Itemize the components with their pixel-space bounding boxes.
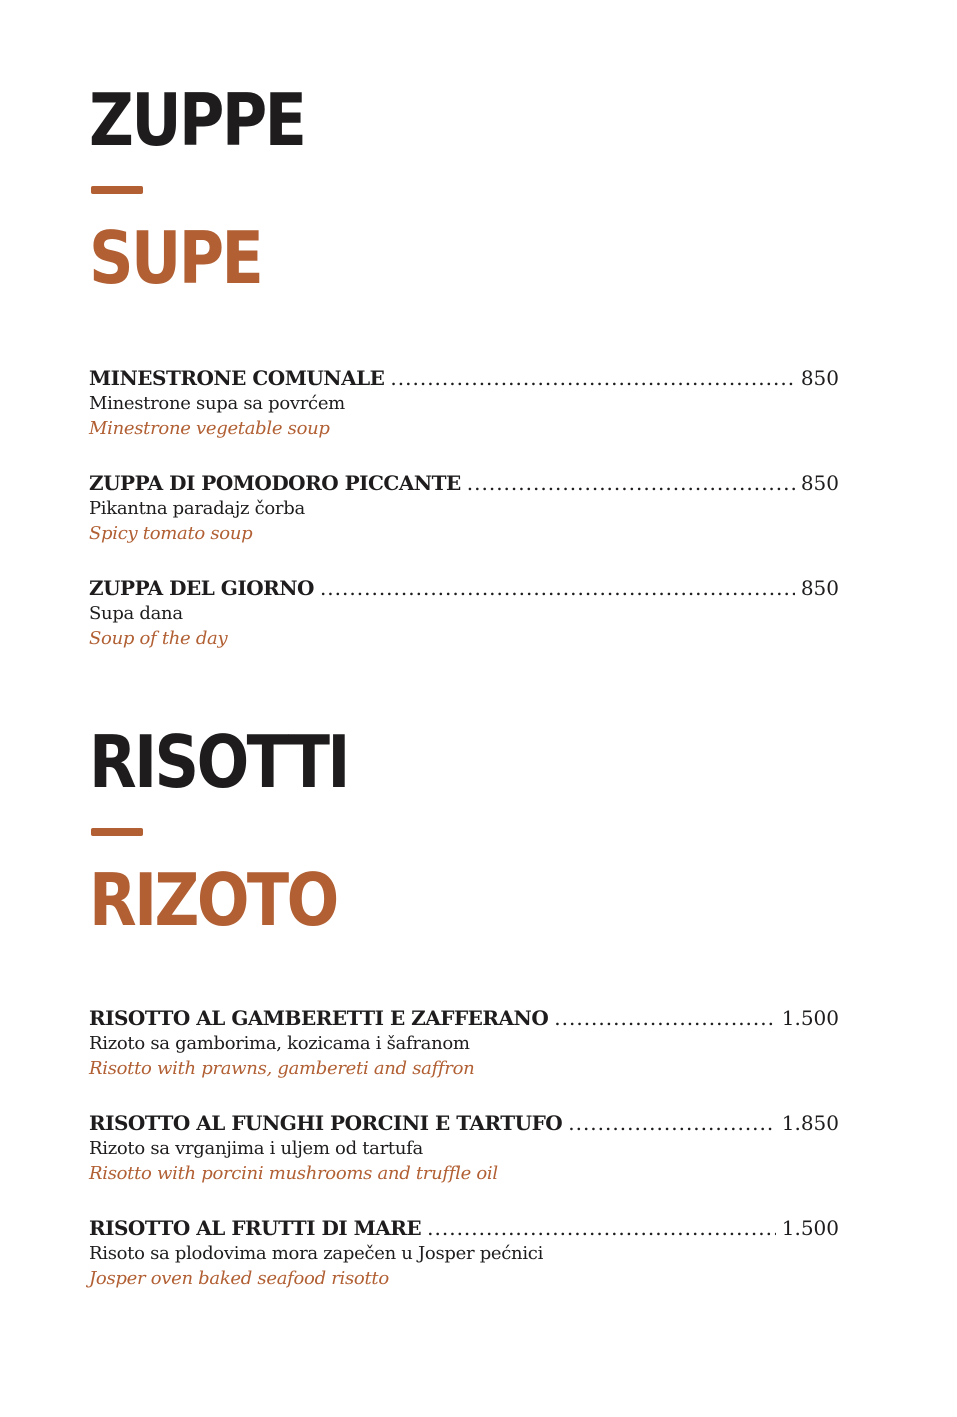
dot-leader — [554, 1005, 775, 1031]
item-description-english: Risotto with prawns, gambereti and saffron — [89, 1058, 475, 1079]
item-description-local: Minestrone supa sa povrćem — [89, 393, 345, 414]
item-description-english: Minestrone vegetable soup — [89, 418, 330, 439]
risotti-divider — [91, 828, 143, 836]
risotti-title-italian: RISOTTI — [89, 720, 348, 804]
dot-leader — [427, 1215, 776, 1241]
item-name: RISOTTO AL GAMBERETTI E ZAFFERANO — [89, 1006, 549, 1030]
menu-item — [89, 575, 839, 651]
dot-leader — [568, 1110, 776, 1136]
item-price: 1.500 — [781, 1006, 839, 1030]
soups-divider — [91, 186, 143, 194]
item-name: RISOTTO AL FRUTTI DI MARE — [89, 1216, 422, 1240]
item-description-local: Risoto sa plodovima mora zapečen u Josper pećnici — [89, 1243, 544, 1264]
item-name: ZUPPA DEL GIORNO — [89, 576, 314, 600]
item-price: 850 — [800, 366, 839, 390]
menu-item — [89, 470, 839, 546]
item-description-english: Spicy tomato soup — [89, 523, 253, 544]
item-price: 850 — [800, 576, 839, 600]
menu-item — [89, 1215, 839, 1291]
menu-item — [89, 1005, 839, 1081]
risotti-title-local: RIZOTO — [89, 858, 337, 942]
soups-title-italian: ZUPPE — [89, 78, 305, 162]
item-price: 1.850 — [781, 1111, 839, 1135]
item-description-local: Rizoto sa gamborima, kozicama i šafranom — [89, 1033, 470, 1054]
item-description-local: Pikantna paradajz čorba — [89, 498, 305, 519]
menu-item — [89, 365, 839, 441]
soups-title-local: SUPE — [89, 216, 262, 300]
item-description-english: Soup of the day — [89, 628, 228, 649]
menu-item — [89, 1110, 839, 1186]
item-name: RISOTTO AL FUNGHI PORCINI E TARTUFO — [89, 1111, 563, 1135]
soups-section — [89, 80, 839, 298]
item-name: ZUPPA DI POMODORO PICCANTE — [89, 471, 461, 495]
item-description-english: Risotto with porcini mushrooms and truffle oil — [89, 1163, 498, 1184]
item-name: MINESTRONE COMUNALE — [89, 366, 385, 390]
dot-leader — [467, 470, 795, 496]
risotti-section — [89, 722, 839, 940]
item-description-english: Josper oven baked seafood risotto — [89, 1268, 389, 1289]
item-price: 850 — [800, 471, 839, 495]
item-description-local: Supa dana — [89, 603, 183, 624]
dot-leader — [390, 365, 794, 391]
item-description-local: Rizoto sa vrganjima i uljem od tartufa — [89, 1138, 423, 1159]
item-price: 1.500 — [781, 1216, 839, 1240]
dot-leader — [320, 575, 795, 601]
